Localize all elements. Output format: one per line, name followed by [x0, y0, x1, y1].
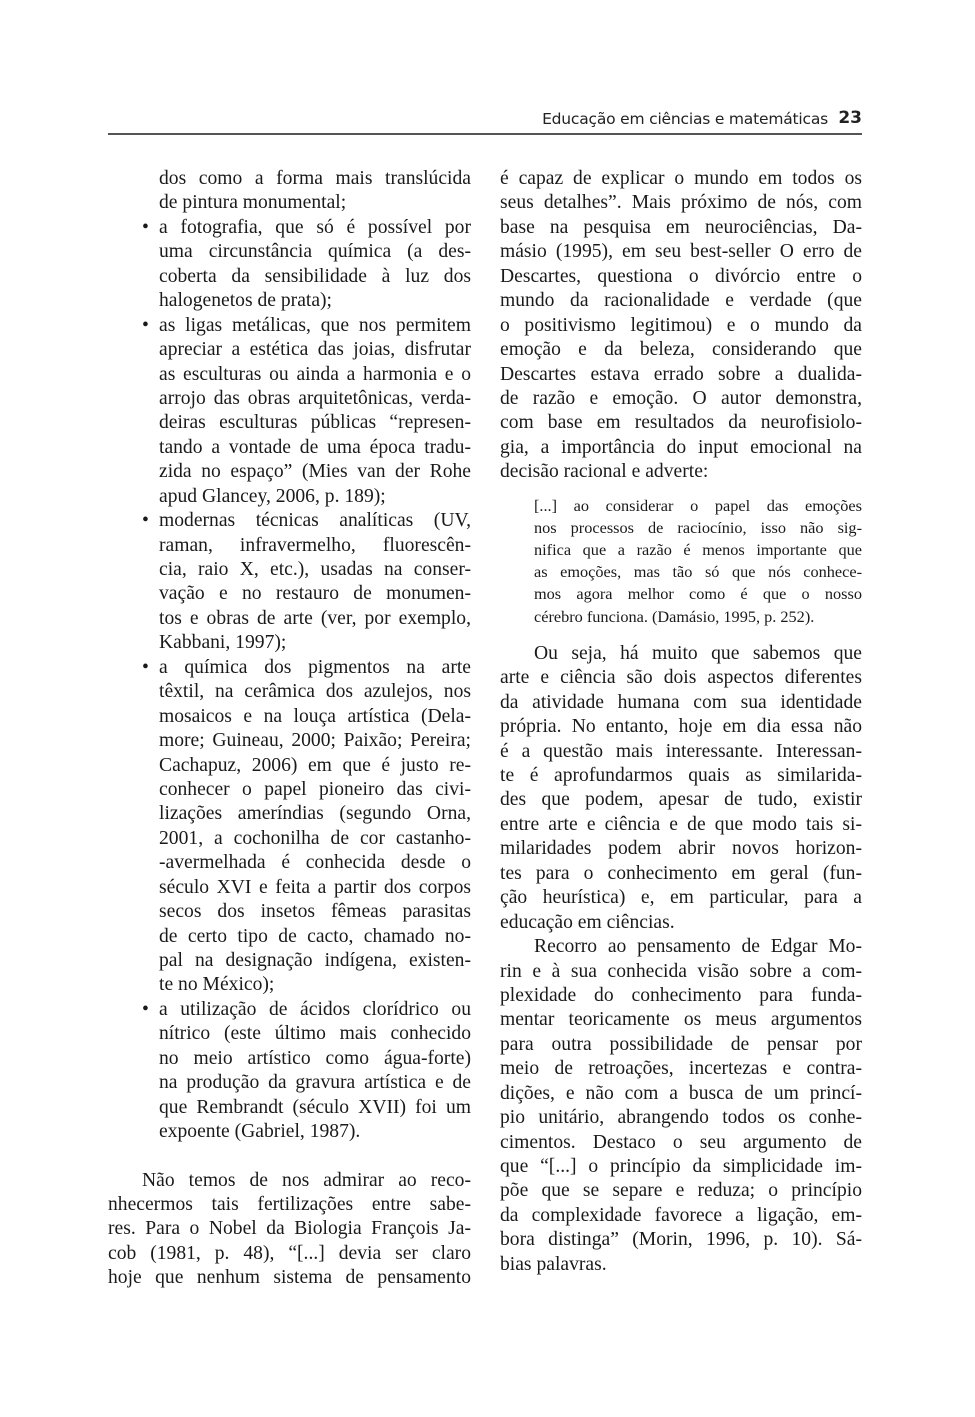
bullet-icon: •	[142, 314, 149, 336]
text-line: seus detalhes”. Mais próximo de nós, com	[500, 192, 862, 214]
text-line: -avermelhada é conhecida desde o	[159, 852, 471, 874]
text-line: de certo tipo de cacto, chamado no-	[159, 925, 471, 947]
list-item	[142, 509, 471, 656]
text-line: gia, a importância do input emocional na	[500, 436, 862, 458]
block-quote	[500, 495, 862, 628]
text-line: com base em resultados da neurofisiolo-	[500, 412, 862, 434]
text-line: Cachapuz, 2006) em que é justo re-	[159, 754, 471, 776]
text-line: apud Glancey, 2006, p. 189);	[159, 485, 386, 507]
text-line: dos como a forma mais translúcida	[159, 168, 471, 189]
text-line: que “[...] o princípio da simplicidade im-	[500, 1156, 862, 1177]
text-line: Não temos de nos admirar ao reco-	[142, 1169, 471, 1191]
page-number: 23	[838, 108, 862, 128]
text-line: des que podem, apesar de tudo, existir	[500, 789, 862, 811]
running-header	[108, 108, 862, 132]
text-line: ção heurística) e, em particular, para a	[500, 887, 862, 909]
left-column	[108, 167, 471, 1291]
text-line: pio unitário, abrangendo todos os conhe-	[500, 1107, 862, 1129]
text-line: têxtil, na cerâmica dos azulejos, nos	[159, 681, 471, 703]
text-line: de razão e emoção. O autor demonstra,	[500, 387, 862, 409]
text-line: • as ligas metálicas, que nos permitem	[159, 314, 471, 338]
text-line: mos agora melhor como é que o nosso	[534, 584, 862, 604]
text-line: másio (1995), em seu best-seller O erro de	[500, 241, 862, 263]
text-line: apreciar a estética das joias, disfrutar	[159, 339, 471, 361]
text-line: dições, e não com a busca de um princí-	[500, 1082, 862, 1104]
text-line: • a utilização de ácidos clorídrico ou	[159, 998, 471, 1022]
text-line: é capaz de explicar o mundo em todos os	[500, 168, 862, 189]
text-line: rin e à sua conhecida visão sobre a com-	[500, 960, 862, 982]
text-line: pal na designação indígena, existen-	[159, 950, 471, 971]
text-line: [...] ao considerar o papel das emoções	[534, 495, 862, 515]
text-line: res. Para o Nobel da Biologia François Ja-	[108, 1218, 471, 1240]
text-line: 2001, a cochonilha de cor castanho-	[159, 827, 471, 849]
text-line: arrojo das obras arquitetônicas, verda-	[159, 387, 471, 409]
text-line: te no México);	[159, 974, 275, 996]
text-line: Descartes estava errado sobre a dualida-	[500, 363, 862, 385]
list-item	[142, 656, 471, 998]
text-line: cob (1981, p. 48), “[...] devia ser claro	[108, 1242, 471, 1264]
text-line: tos e obras de arte (ver, por exemplo,	[159, 607, 471, 629]
text-line: da atividade humana com sua identidade	[500, 691, 862, 713]
list-item	[142, 314, 471, 510]
text-line: mosaicos e na louça artística (Dela-	[159, 705, 471, 727]
text-line: bora distinga” (Morin, 1996, p. 10). Sá-	[500, 1229, 862, 1251]
text-line: • modernas técnicas analíticas (UV,	[159, 509, 471, 533]
text-line: cimentos. Destaco o seu argumento de	[500, 1131, 862, 1153]
text-line: nifica que a razão é menos importante que	[534, 540, 862, 560]
list-item	[142, 216, 471, 314]
text-line: meio de retroações, incertezas e contra-	[500, 1058, 862, 1080]
text-line: no meio artístico como água-forte)	[159, 1047, 471, 1069]
bullet-list	[108, 167, 471, 1145]
text-line: para outra possibilidade de pensar por	[500, 1033, 862, 1055]
text-line: zida no espaço” (Mies van der Rohe	[159, 461, 471, 483]
text-line: expoente (Gabriel, 1987).	[159, 1121, 361, 1143]
text-line: lizações ameríndias (segundo Orna,	[159, 803, 471, 825]
text-line: arte e ciência são dois aspectos diferentes	[500, 667, 862, 689]
bullet-icon: •	[142, 216, 149, 238]
text-line: Recorro ao pensamento de Edgar Mo-	[534, 936, 862, 958]
body-paragraph	[500, 935, 862, 1277]
text-line: entre arte e ciência e de que modo tais si-	[500, 813, 862, 835]
text-line: cia, raio X, etc.), usadas na conser-	[159, 559, 471, 580]
text-line: hoje que nenhum sistema de pensamento	[108, 1267, 471, 1289]
text-line: raman, infravermelho, fluorescên-	[159, 534, 471, 556]
text-line: decisão racional e adverte:	[500, 461, 709, 483]
text-line: base na pesquisa em neurociências, Da-	[500, 216, 862, 238]
text-line: milaridades podem abrir novos horizon-	[500, 838, 862, 860]
text-line: educação em ciências.	[500, 911, 675, 933]
body-paragraph	[500, 167, 862, 485]
text-line: cérebro funciona. (Damásio, 1995, p. 252).	[534, 606, 815, 626]
text-line: mundo da racionalidade e verdade (que	[500, 290, 862, 312]
text-line: o positivismo legitimou) e o mundo da	[500, 314, 862, 336]
text-line: secos dos insetos fêmeas parasitas	[159, 901, 471, 923]
text-line: bias palavras.	[500, 1253, 607, 1275]
text-line: Descartes, questiona o divórcio entre o	[500, 265, 862, 287]
body-paragraph	[500, 642, 862, 935]
bullet-icon: •	[142, 510, 149, 532]
text-line: Kabbani, 1997);	[159, 632, 287, 654]
text-line: deiras esculturas públicas “represen-	[159, 412, 471, 434]
text-line: as emoções, mas tão só que nós conhece-	[534, 562, 862, 582]
text-line: põe que se separe e reduza; o princípio	[500, 1180, 862, 1202]
text-line: nos processos de raciocínio, isso não sig-	[534, 517, 862, 537]
text-line: tes para o conhecimento em geral (fun-	[500, 862, 862, 884]
right-column	[500, 167, 862, 1277]
text-line: tando a vontade de uma época tradu-	[159, 436, 471, 458]
text-line: Ou seja, há muito que sabemos que	[534, 642, 862, 664]
text-line: conhecer o papel pioneiro das civi-	[159, 778, 471, 800]
text-line: uma circunstância química (a des-	[159, 241, 471, 263]
running-title: Educação em ciências e matemáticas	[542, 110, 828, 128]
text-line: da complexidade favorece a ligação, em-	[500, 1204, 862, 1226]
text-line: própria. No entanto, hoje em dia essa não	[500, 716, 862, 738]
text-line: vação e no restauro de monumen-	[159, 583, 471, 605]
text-line: emoção e da beleza, considerando que	[500, 339, 862, 361]
text-line: te é aprofundarmos quais as similarida-	[500, 765, 862, 786]
text-line: que Rembrandt (século XVII) foi um	[159, 1096, 471, 1118]
text-line: na produção da gravura artística e de	[159, 1072, 471, 1094]
text-line: more; Guineau, 2000; Paixão; Pereira;	[159, 730, 471, 752]
list-item	[142, 998, 471, 1145]
text-line: século XVI e feita a partir dos corpos	[159, 876, 471, 898]
text-line: nítrico (este último mais conhecido	[159, 1023, 471, 1045]
text-line: mentar teoricamente os meus argumentos	[500, 1009, 862, 1031]
bullet-icon: •	[142, 656, 149, 678]
text-line: • a química dos pigmentos na arte	[159, 656, 471, 680]
bullet-icon: •	[142, 998, 149, 1020]
text-line: plexidade do conhecimento para funda-	[500, 984, 862, 1006]
text-line: coberta da sensibilidade à luz dos	[159, 265, 471, 287]
text-line: • a fotografia, que só é possível por	[159, 216, 471, 240]
body-paragraph	[108, 1169, 471, 1291]
header-rule	[108, 133, 862, 135]
text-line: as esculturas ou ainda a harmonia e o	[159, 363, 471, 385]
text-line: de pintura monumental;	[159, 192, 347, 214]
text-line: halogenetos de prata);	[159, 290, 333, 312]
text-line: nhecermos tais fertilizações entre sabe-	[108, 1193, 471, 1215]
text-line: é a questão mais interessante. Interessan-	[500, 740, 862, 762]
